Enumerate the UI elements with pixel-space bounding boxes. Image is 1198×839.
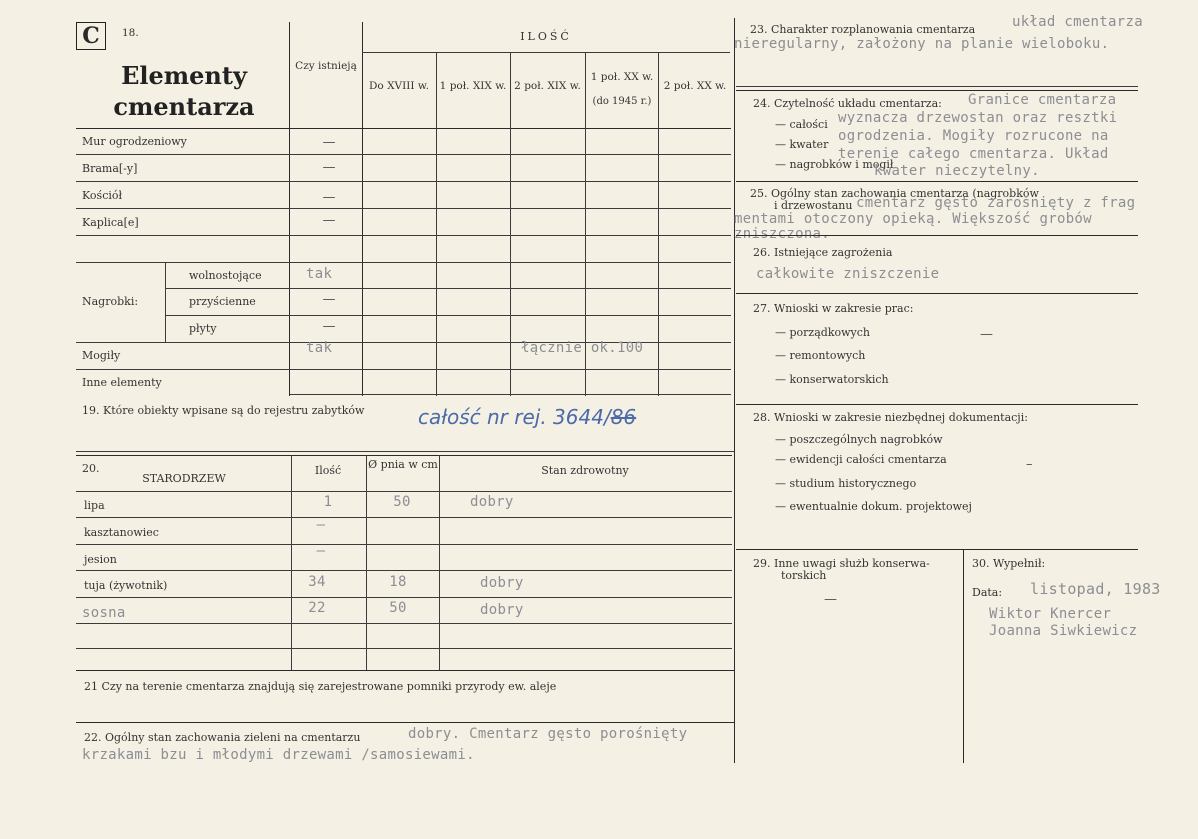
s18-val-plyty: — bbox=[322, 319, 336, 334]
s18-val-mur: — bbox=[322, 135, 336, 150]
s22-text2: krzakami bzu i młodymi drzewami /samosiewami. bbox=[82, 747, 475, 763]
s27-i2: — remontowych bbox=[775, 349, 866, 362]
s30-data: listopad, 1983 bbox=[1030, 580, 1161, 598]
s18-row-nagrobki: Nagrobki: bbox=[82, 295, 139, 308]
s18-col-1xx: 1 poł. XX w. bbox=[590, 71, 654, 83]
s18-title bbox=[84, 60, 284, 122]
s28-i4: — ewentualnie dokum. projektowej bbox=[775, 500, 972, 513]
s20-tree-pnia: 50 bbox=[389, 600, 407, 616]
s20-col-pnia: Ø pnia w cm bbox=[368, 458, 438, 471]
s28-i2: — ewidencji całości cmentarza bbox=[775, 453, 947, 466]
s18-val-mogily-qty: łącznie ok.100 bbox=[521, 340, 644, 356]
s18-row-kosciol: Kościół bbox=[82, 189, 123, 202]
s18-row-brama: Brama[-y] bbox=[82, 162, 138, 175]
s24-text5: kwater nieczytelny. bbox=[874, 163, 1040, 179]
s25-text3: zniszczona. bbox=[734, 226, 831, 242]
s22-text1: dobry. Cmentarz gęsto porośnięty bbox=[408, 726, 688, 742]
s18-val-przysc: — bbox=[322, 292, 336, 307]
s25-text2: mentami otoczony opieką. Większość grobów bbox=[734, 211, 1092, 227]
s27-i1: — porządkowych bbox=[775, 326, 870, 339]
s29-dash: — bbox=[824, 592, 837, 607]
s18-val-wolno: tak bbox=[306, 266, 333, 282]
s24-text4: terenie całego cmentarza. Układ bbox=[838, 146, 1109, 162]
s18-num: 18. bbox=[122, 27, 139, 39]
s18-title-line2: cmentarza bbox=[113, 92, 255, 121]
section-letter: C bbox=[76, 22, 106, 50]
s26-text: całkowite zniszczenie bbox=[756, 266, 940, 282]
s24-label: 24. Czytelność układu cmentarza: bbox=[753, 97, 942, 110]
s30-name2: Joanna Siwkiewicz bbox=[989, 623, 1138, 639]
s20-tree-ilosc: 1 bbox=[323, 494, 333, 510]
s18-row-mogily: Mogiły bbox=[82, 349, 121, 362]
s18-row-przysc: przyścienne bbox=[189, 295, 256, 308]
s18-col-2xx: 2 poł. XX w. bbox=[663, 80, 727, 92]
s20-col-ilosc: Ilość bbox=[314, 464, 342, 477]
s19-hand-struck: 86 bbox=[610, 405, 637, 429]
s18-val-mogily: tak bbox=[306, 340, 333, 356]
s23-text2: nieregularny, założony na planie wieloboku. bbox=[734, 36, 1110, 52]
s19-hand-text: całość nr rej. 3644/ bbox=[418, 405, 611, 429]
s18-title-line1: Elementy bbox=[121, 61, 247, 90]
s30-label: 30. Wypełnił: bbox=[972, 557, 1046, 570]
s30-data-label: Data: bbox=[972, 586, 1003, 599]
s20-tree-stan: dobry bbox=[480, 602, 524, 618]
s20-tree-ilosc: – bbox=[316, 543, 326, 559]
s20-tree-name: lipa bbox=[84, 499, 105, 512]
s20-tree-pnia: 18 bbox=[389, 574, 407, 590]
s24-sub1: — całości bbox=[775, 118, 828, 131]
s25-label2: i drzewostanu bbox=[774, 199, 853, 212]
s25-label1: 25. Ogólny stan zachowania cmentarza (nagrobków bbox=[750, 187, 1039, 200]
s18-col-1xix: 1 poł. XIX w. bbox=[439, 80, 507, 92]
s21-label: 21 Czy na terenie cmentarza znajdują się zarejestrowane pomniki przyrody ew. aleje bbox=[84, 680, 557, 693]
s20-tree-stan: dobry bbox=[470, 494, 514, 510]
s18-col-xviii: Do XVIII w. bbox=[369, 80, 429, 92]
s20-col-stan: Stan zdrowotny bbox=[541, 464, 629, 477]
s29-label2: torskich bbox=[781, 569, 827, 582]
s27-label: 27. Wnioski w zakresie prac: bbox=[753, 302, 914, 315]
s20-tree-name: tuja (żywotnik) bbox=[84, 579, 168, 592]
s24-text3: ogrodzenia. Mogiły rozrucone na bbox=[838, 128, 1109, 144]
s18-row-mur: Mur ogrodzeniowy bbox=[82, 135, 187, 148]
s18-val-brama: — bbox=[322, 160, 336, 175]
s27-dash: — bbox=[980, 327, 993, 342]
s18-col-ilosc: ILOŚĆ bbox=[520, 30, 572, 43]
s20-title: STARODRZEW bbox=[142, 472, 226, 485]
s29-label1: 29. Inne uwagi służb konserwa- bbox=[753, 557, 930, 570]
s28-i3: — studium historycznego bbox=[775, 477, 917, 490]
s24-sub3: — nagrobków i mogił bbox=[775, 158, 894, 171]
s23-text1: układ cmentarza bbox=[1012, 14, 1143, 30]
s18-col-2xix: 2 poł. XIX w. bbox=[514, 80, 581, 92]
s27-i3: — konserwatorskich bbox=[775, 373, 889, 386]
s19-label: 19. Które obiekty wpisane są do rejestru zabytków bbox=[82, 404, 365, 417]
s18-row-plyty: płyty bbox=[189, 322, 217, 335]
s20-tree-ilosc: 34 bbox=[308, 574, 326, 590]
s20-tree-pnia: 50 bbox=[393, 494, 411, 510]
s28-dash: – bbox=[1026, 457, 1033, 472]
s25-text1: cmentarz gęsto zarośnięty z frag bbox=[856, 195, 1136, 211]
s18-col-1xx-sub: (do 1945 r.) bbox=[592, 96, 652, 107]
s24-text1: Granice cmentarza bbox=[968, 92, 1117, 108]
s22-label: 22. Ogólny stan zachowania zieleni na cmentarzu bbox=[84, 731, 361, 744]
s20-tree-name: sosna bbox=[82, 605, 126, 621]
s26-label: 26. Istniejące zagrożenia bbox=[753, 246, 893, 259]
s20-tree-ilosc: 22 bbox=[308, 600, 326, 616]
s19-handwritten bbox=[418, 405, 636, 429]
s24-text2: wyznacza drzewostan oraz resztki bbox=[838, 110, 1118, 126]
s18-val-kosciol: — bbox=[322, 190, 336, 205]
s18-row-wolno: wolnostojące bbox=[189, 269, 262, 282]
s20-tree-ilosc: – bbox=[316, 517, 326, 533]
s28-label: 28. Wnioski w zakresie niezbędnej dokumentacji: bbox=[753, 411, 1028, 424]
s18-col-czy: Czy istnieją bbox=[295, 60, 357, 72]
s30-name1: Wiktor Knercer bbox=[989, 606, 1112, 622]
s18-val-kaplica: — bbox=[322, 213, 336, 228]
s20-tree-stan: dobry bbox=[480, 575, 524, 591]
s20-tree-name: jesion bbox=[84, 553, 117, 566]
s28-i1: — poszczególnych nagrobków bbox=[775, 433, 943, 446]
s20-tree-name: kasztanowiec bbox=[84, 526, 159, 539]
s20-num: 20. bbox=[82, 462, 100, 475]
s18-row-inne: Inne elementy bbox=[82, 376, 162, 389]
s24-sub2: — kwater bbox=[775, 138, 829, 151]
s18-row-kaplica: Kaplica[e] bbox=[82, 216, 139, 229]
s23-label: 23. Charakter rozplanowania cmentarza bbox=[750, 23, 976, 36]
